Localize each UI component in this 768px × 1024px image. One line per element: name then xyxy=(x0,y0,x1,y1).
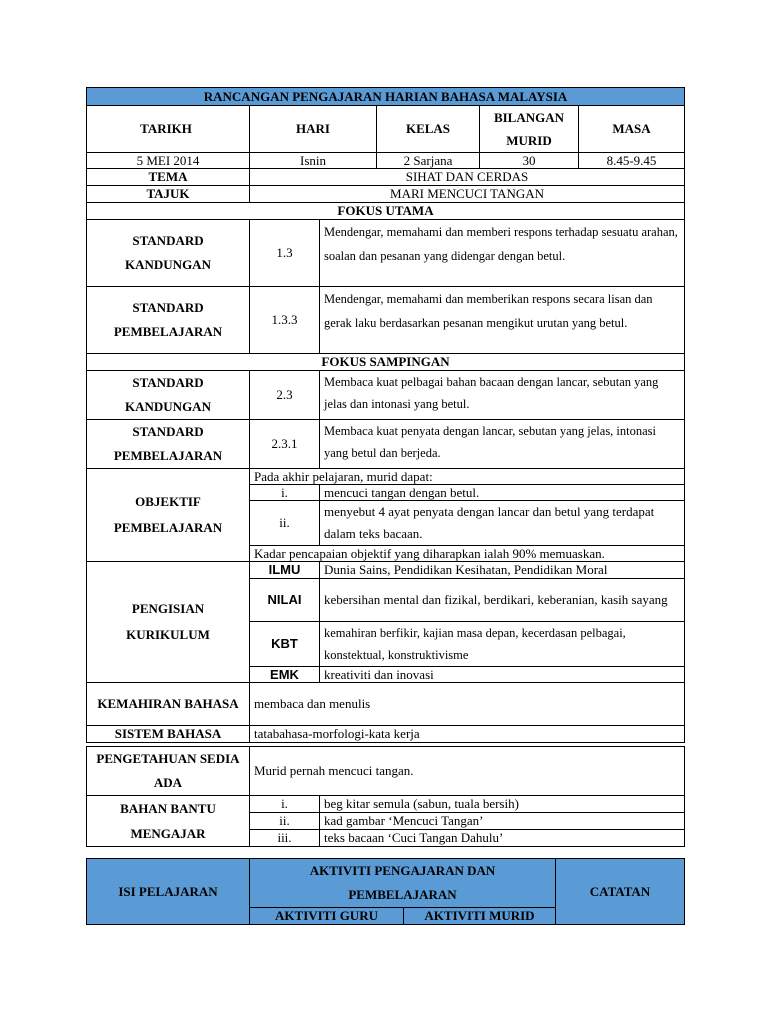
header-bilangan-murid: BILANGAN MURID xyxy=(480,106,579,153)
info-masa: 8.45-9.45 xyxy=(579,153,685,169)
sistem-value: tatabahasa-morfologi-kata kerja xyxy=(250,726,685,743)
sistem-label: SISTEM BAHASA xyxy=(87,726,250,743)
objektif-item-text: menyebut 4 ayat penyata dengan lancar dan betul yang terdapat dalam teks bacaan. xyxy=(320,501,685,546)
isi-pelajaran-header: ISI PELAJARAN xyxy=(87,859,250,925)
pengisian-key: NILAI xyxy=(250,579,320,622)
pengisian-key: EMK xyxy=(250,667,320,683)
pengisian-value: kreativiti dan inovasi xyxy=(320,667,685,683)
tajuk-value: MARI MENCUCI TANGAN xyxy=(250,186,685,203)
pengisian-value: kemahiran berfikir, kajian masa depan, kecerdasan pelbagai, konstektual, konstruktivisme xyxy=(320,622,685,667)
activities-table xyxy=(86,858,685,925)
tema-label: TEMA xyxy=(87,169,250,186)
fu-sp-code: 1.3.3 xyxy=(250,287,320,354)
fs-sk-label: STANDARD KANDUNGAN xyxy=(87,371,250,420)
bahan-item-text: kad gambar ‘Mencuci Tangan’ xyxy=(320,813,685,830)
pengisian-label: PENGISIAN KURIKULUM xyxy=(87,562,250,683)
fokus-sampingan-heading: FOKUS SAMPINGAN xyxy=(87,354,685,371)
aktiviti-murid-header: AKTIVITI MURID xyxy=(404,908,556,925)
fu-sp-label: STANDARD PEMBELAJARAN xyxy=(87,287,250,354)
pengisian-key: ILMU xyxy=(250,562,320,579)
info-hari: Isnin xyxy=(250,153,377,169)
header-tarikh: TARIKH xyxy=(87,106,250,153)
info-kelas: 2 Sarjana xyxy=(377,153,480,169)
objektif-kadar: Kadar pencapaian objektif yang diharapkan ialah 90% memuaskan. xyxy=(250,546,685,562)
pengetahuan-value: Murid pernah mencuci tangan. xyxy=(250,747,685,796)
kemahiran-value: membaca dan menulis xyxy=(250,683,685,726)
pengisian-key: KBT xyxy=(250,622,320,667)
catatan-header: CATATAN xyxy=(556,859,685,925)
bahan-item-num: i. xyxy=(250,796,320,813)
fu-sk-text: Mendengar, memahami dan memberi respons terhadap sesuatu arahan, soalan dan pesanan yang didengar dengan betul. xyxy=(320,220,685,287)
plan-title: RANCANGAN PENGAJARAN HARIAN BAHASA MALAYSIA xyxy=(87,88,685,106)
fu-sp-text: Mendengar, memahami dan memberikan respons secara lisan dan gerak laku berdasarkan pesanan mengikut urutan yang betul. xyxy=(320,287,685,354)
objektif-item-text: mencuci tangan dengan betul. xyxy=(320,485,685,501)
aktiviti-guru-header: AKTIVITI GURU xyxy=(250,908,404,925)
tajuk-label: TAJUK xyxy=(87,186,250,203)
pengisian-value: kebersihan mental dan fizikal, berdikari, keberanian, kasih sayang xyxy=(320,579,685,622)
objektif-intro: Pada akhir pelajaran, murid dapat: xyxy=(250,469,685,485)
objektif-label: OBJEKTIF PEMBELAJARAN xyxy=(87,469,250,562)
info-tarikh: 5 MEI 2014 xyxy=(87,153,250,169)
fs-sk-text: Membaca kuat pelbagai bahan bacaan dengan lancar, sebutan yang jelas dan intonasi yang betul. xyxy=(320,371,685,420)
bahan-label: BAHAN BANTU MENGAJAR xyxy=(87,796,250,847)
fu-sk-code: 1.3 xyxy=(250,220,320,287)
aktiviti-pdp-header: AKTIVITI PENGAJARAN DAN PEMBELAJARAN xyxy=(250,859,556,908)
tema-value: SIHAT DAN CERDAS xyxy=(250,169,685,186)
bahan-item-num: iii. xyxy=(250,830,320,847)
fs-sp-code: 2.3.1 xyxy=(250,420,320,469)
objektif-item-num: ii. xyxy=(250,501,320,546)
fs-sk-code: 2.3 xyxy=(250,371,320,420)
fokus-utama-heading: FOKUS UTAMA xyxy=(87,203,685,220)
header-hari: HARI xyxy=(250,106,377,153)
bahan-item-num: ii. xyxy=(250,813,320,830)
pengetahuan-label: PENGETAHUAN SEDIA ADA xyxy=(87,747,250,796)
info-bilangan: 30 xyxy=(480,153,579,169)
objektif-item-num: i. xyxy=(250,485,320,501)
materials-table xyxy=(86,746,685,847)
fs-sp-text: Membaca kuat penyata dengan lancar, sebutan yang jelas, intonasi yang betul dan berjeda. xyxy=(320,420,685,469)
fu-sk-label: STANDARD KANDUNGAN xyxy=(87,220,250,287)
kemahiran-label: KEMAHIRAN BAHASA xyxy=(87,683,250,726)
lesson-plan-table xyxy=(86,87,685,743)
header-kelas: KELAS xyxy=(377,106,480,153)
pengisian-value: Dunia Sains, Pendidikan Kesihatan, Pendidikan Moral xyxy=(320,562,685,579)
fs-sp-label: STANDARD PEMBELAJARAN xyxy=(87,420,250,469)
bahan-item-text: teks bacaan ‘Cuci Tangan Dahulu’ xyxy=(320,830,685,847)
bahan-item-text: beg kitar semula (sabun, tuala bersih) xyxy=(320,796,685,813)
header-masa: MASA xyxy=(579,106,685,153)
